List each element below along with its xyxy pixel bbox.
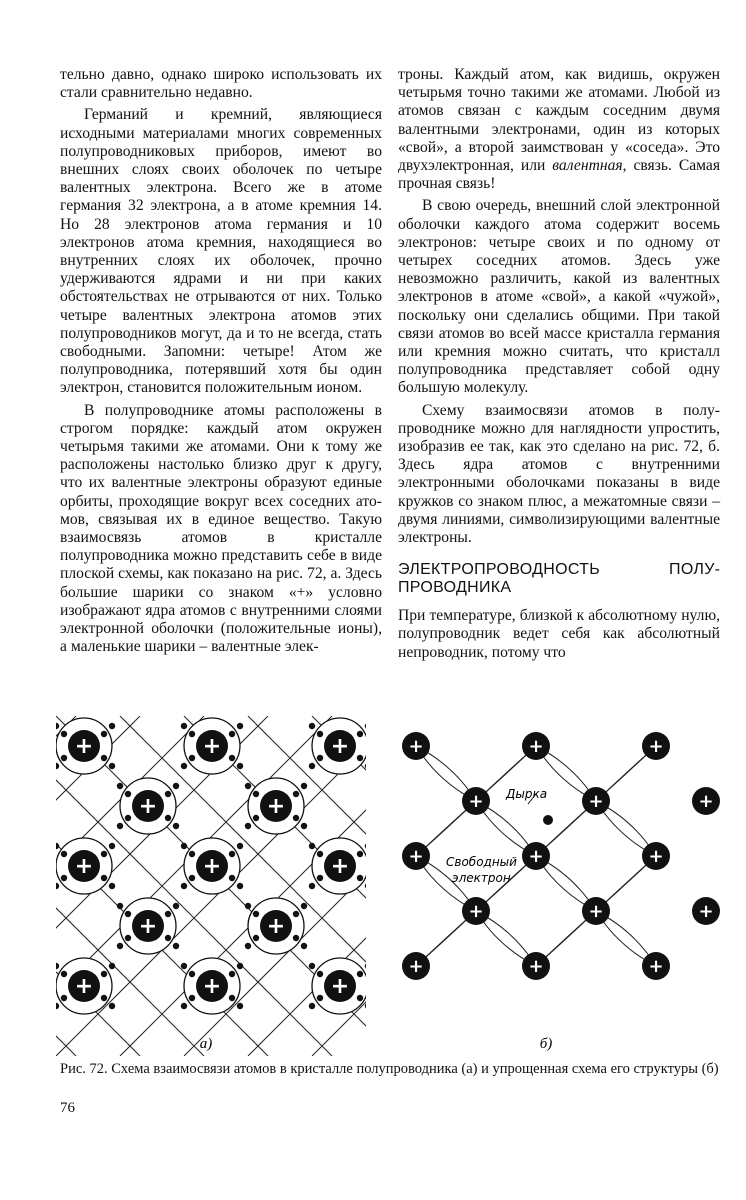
plus-sign: +	[266, 794, 286, 819]
valence-electron	[317, 851, 323, 857]
plus-sign: +	[138, 794, 158, 819]
plus-sign: +	[202, 734, 222, 759]
plus-sign: +	[330, 734, 350, 759]
valence-electron	[301, 823, 307, 829]
plus-sign: +	[648, 846, 664, 867]
valence-electron	[61, 731, 67, 737]
valence-electron	[109, 843, 115, 849]
page-number: 76	[60, 1100, 75, 1116]
valence-electron	[125, 935, 131, 941]
valence-electron	[181, 843, 187, 849]
valence-electron	[253, 791, 259, 797]
plus-sign: +	[330, 974, 350, 999]
plus-sign: +	[266, 914, 286, 939]
valence-electron	[245, 783, 251, 789]
valence-electron	[109, 763, 115, 769]
valence-electron	[189, 875, 195, 881]
valence-electron	[181, 963, 187, 969]
paragraph: При температуре, близкой к абсолютному нулю, полупроводник ведет себя как абсолютный непроводник, потому что	[398, 607, 720, 661]
valence-electron	[229, 731, 235, 737]
valence-electron	[237, 843, 243, 849]
valence-electron	[357, 971, 363, 977]
valence-electron	[165, 911, 171, 917]
valence-electron	[237, 1003, 243, 1009]
valence-electron	[309, 843, 315, 849]
valence-electron	[309, 1003, 315, 1009]
valence-electron	[109, 883, 115, 889]
paragraph: В полупроводнике атомы расположены в строгом порядке: каждый атом окружен четырьмя такими же атомами. Они к тому же расположены настолько близко друг к другу, что их валентные электроны образуют единые орбиты, проходящие вокруг всех соседних атомов, связывая их в единое вещество. Такую взаимосвязь атомов в кристалле полупроводника можно представить себе в виде плоской схемы, как показано на рис. 72, а. Здесь большие шарики со знаком «+» условно изображают ядра атомов с внутренними слоями электронной оболочки (положительные ионы), а маленькие шарики – валентные элек-	[60, 401, 382, 656]
valence-electron	[237, 963, 243, 969]
valence-electron	[189, 755, 195, 761]
valence-electron	[317, 971, 323, 977]
plus-sign: +	[468, 901, 484, 922]
valence-electron	[125, 815, 131, 821]
valence-electron	[61, 995, 67, 1001]
valence-electron	[56, 723, 59, 729]
valence-electron	[229, 995, 235, 1001]
plus-sign: +	[528, 956, 544, 977]
valence-electron	[229, 875, 235, 881]
valence-electron	[293, 791, 299, 797]
paragraph: Германий и кремний, являющиеся исходными материалами многих современных полупроводниковых приборов, имеют во внешних слоях своих оболочек по четыре валентных электрона. Всего же в атоме германия 32 электрона, а в атоме кремния 14. Но 28 электронов атома германия и 10 электронов атома кремния, находящиеся во внутренних слоях их оболочек, прочно удерживаются ядрами и ни при каких обстоятельствах не отрываются от них. Только четыре валентных электрона атомов этих полупроводников могут, да и то не всегда, стать свободными. Запомни: четыре! Атом же полупроводника, потерявший хотя бы один электрон, становится положительным ионом.	[60, 106, 382, 397]
valence-electron	[101, 995, 107, 1001]
valence-electron	[101, 875, 107, 881]
valence-electron	[357, 875, 363, 881]
valence-electron	[253, 815, 259, 821]
figure-label-a: а)	[199, 1036, 213, 1052]
valence-electron	[125, 791, 131, 797]
plus-sign: +	[648, 956, 664, 977]
valence-electron	[293, 815, 299, 821]
paragraph: троны. Каждый атом, как видишь, окружен четырьмя точно такими же атомами. Любой из атомов связан с каждым соседним двумя валентными электронами, один из которых «свой», а второй заимствован у «соседа». Это двухэлектронная, или валентная, связь. Самая прочная связь!	[398, 66, 720, 193]
plus-sign: +	[74, 974, 94, 999]
figure-72	[56, 716, 726, 1056]
plus-sign: +	[648, 736, 664, 757]
valence-electron	[309, 763, 315, 769]
valence-electron	[56, 843, 59, 849]
valence-electron	[293, 911, 299, 917]
valence-electron	[61, 971, 67, 977]
valence-electron	[293, 935, 299, 941]
free-electron-label: Свободный	[446, 855, 517, 869]
valence-electron	[365, 843, 366, 849]
plus-sign: +	[528, 736, 544, 757]
left-text-column	[60, 66, 382, 657]
valence-electron	[181, 883, 187, 889]
valence-electron	[317, 731, 323, 737]
valence-electron	[237, 883, 243, 889]
valence-electron	[109, 1003, 115, 1009]
plus-sign: +	[330, 854, 350, 879]
valence-electron	[189, 971, 195, 977]
valence-electron	[253, 911, 259, 917]
paragraph: тельно давно, однако широко использовать их стали сравнительно недавно.	[60, 66, 382, 102]
plus-sign: +	[202, 854, 222, 879]
valence-electron	[253, 935, 259, 941]
valence-electron	[365, 1003, 366, 1009]
valence-electron	[56, 963, 59, 969]
plus-sign: +	[74, 854, 94, 879]
valence-electron	[117, 943, 123, 949]
plus-sign: +	[74, 734, 94, 759]
valence-electron	[125, 911, 131, 917]
plus-sign: +	[202, 974, 222, 999]
emphasis-valent: валентная	[552, 157, 623, 175]
section-heading: ЭЛЕКТРОПРОВОДНОСТЬ ПОЛУПРОВОДНИКА	[398, 561, 720, 597]
valence-electron	[229, 755, 235, 761]
valence-electron	[61, 851, 67, 857]
valence-electron	[181, 1003, 187, 1009]
hole-label: Дырка	[506, 787, 548, 801]
valence-electron	[173, 943, 179, 949]
valence-electron	[56, 1003, 59, 1009]
free-electron-label: электрон	[452, 871, 511, 885]
valence-electron	[101, 971, 107, 977]
valence-electron	[245, 903, 251, 909]
valence-electron	[181, 723, 187, 729]
valence-electron	[173, 903, 179, 909]
plus-sign: +	[468, 791, 484, 812]
valence-electron	[357, 731, 363, 737]
valence-electron	[189, 851, 195, 857]
valence-electron	[309, 883, 315, 889]
valence-electron	[357, 851, 363, 857]
figure-caption: Рис. 72. Схема взаимосвязи атомов в кристалле полупроводника (а) и упрощенная схема его структуры (б)	[60, 1061, 719, 1077]
valence-electron	[173, 823, 179, 829]
valence-electron	[165, 815, 171, 821]
valence-electron	[365, 883, 366, 889]
valence-electron	[165, 791, 171, 797]
valence-electron	[101, 851, 107, 857]
valence-electron	[101, 755, 107, 761]
valence-electron	[237, 723, 243, 729]
plus-sign: +	[408, 956, 424, 977]
valence-electron	[189, 995, 195, 1001]
valence-electron	[189, 731, 195, 737]
valence-electron	[117, 783, 123, 789]
valence-electron	[317, 995, 323, 1001]
plus-sign: +	[698, 791, 714, 812]
valence-electron	[117, 823, 123, 829]
plus-sign: +	[588, 791, 604, 812]
paragraph: В свою очередь, внешний слой электронной оболочки каждого атома содержит восемь электронов: четыре своих и по одному от четырех соседних атомов. Здесь уже невозможно различить, какой из валентных электронов в атоме «свой», а какой «чужой», поскольку они сделались общими. При такой связи атомов во всей массе кристалла германия или кремния можно считать, что кристалл полупроводника представляет собой одну большую молекулу.	[398, 197, 720, 397]
valence-electron	[245, 823, 251, 829]
figure-label-b: б)	[539, 1036, 553, 1052]
valence-electron	[245, 943, 251, 949]
plus-sign: +	[698, 901, 714, 922]
valence-electron	[301, 943, 307, 949]
valence-electron	[61, 755, 67, 761]
valence-electron	[61, 875, 67, 881]
valence-electron	[301, 783, 307, 789]
valence-electron	[173, 783, 179, 789]
plus-sign: +	[408, 736, 424, 757]
valence-electron	[309, 963, 315, 969]
valence-electron	[101, 731, 107, 737]
figure-a-lattice	[56, 716, 366, 1056]
plus-sign: +	[138, 914, 158, 939]
valence-electron	[317, 755, 323, 761]
valence-electron	[181, 763, 187, 769]
valence-electron	[109, 723, 115, 729]
valence-electron	[357, 755, 363, 761]
valence-electron	[301, 903, 307, 909]
valence-electron	[365, 763, 366, 769]
valence-electron	[56, 883, 59, 889]
valence-electron	[317, 875, 323, 881]
valence-electron	[357, 995, 363, 1001]
plus-sign: +	[588, 901, 604, 922]
free-electron-dot	[543, 815, 553, 825]
valence-electron	[309, 723, 315, 729]
valence-electron	[229, 971, 235, 977]
plus-sign: +	[528, 846, 544, 867]
valence-electron	[109, 963, 115, 969]
paragraph: Схему взаимосвязи атомов в полупроводнике можно для наглядности упростить, изобразив ее так, как это сделано на рис. 72, б. Здесь ядра атомов с внутренними электронными оболочками показаны в виде кружков со знаком плюс, а межатомные связи – двумя линиями, символизирующими валентные электроны.	[398, 401, 720, 547]
figure-b-simplified-structure	[376, 716, 726, 1056]
valence-electron	[165, 935, 171, 941]
valence-electron	[365, 963, 366, 969]
valence-electron	[229, 851, 235, 857]
valence-electron	[117, 903, 123, 909]
valence-electron	[56, 763, 59, 769]
valence-electron	[237, 763, 243, 769]
valence-electron	[365, 723, 366, 729]
right-text-column	[398, 66, 720, 662]
plus-sign: +	[408, 846, 424, 867]
